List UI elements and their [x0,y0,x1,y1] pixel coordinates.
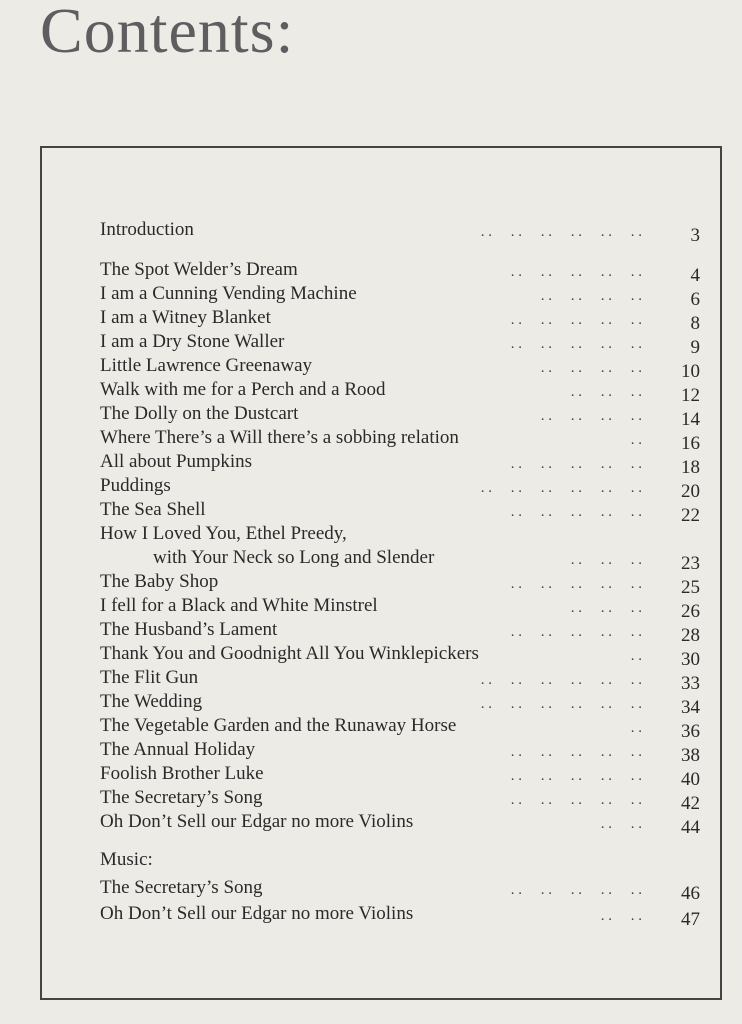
toc-entry-title: I am a Witney Blanket [100,307,271,328]
dot-leader: . . . . [600,908,642,924]
toc-entry [100,762,700,790]
toc-entry-title: The Husband’s Lament [100,619,278,640]
toc-entry [100,642,700,670]
toc-entry-page: 12 [681,385,700,406]
dot-leader: . . . . . . . . . . [510,264,642,280]
toc-entry-title: The Sea Shell [100,499,206,520]
dot-leader: . . [630,720,642,736]
dot-leader: . . . . . . . . . . . . [480,224,642,240]
toc-entry [100,570,700,598]
toc-entry-title: The Spot Welder’s Dream [100,259,298,280]
toc-entry-title: All about Pumpkins [100,451,253,472]
dot-leader: . . . . . . . . [540,288,642,304]
dot-leader: . . . . . . [570,384,642,400]
toc-entry-page: 4 [690,265,700,286]
toc-entry-title: The Secretary’s Song [100,787,263,808]
toc-entry-page: 33 [681,673,700,694]
toc-entry [100,218,700,246]
dot-leader: . . . . . . . . [540,360,642,376]
dot-leader: . . . . . . . . . . [510,336,642,352]
dot-leader: . . . . . . . . . . [510,744,642,760]
toc-entry-page: 23 [681,553,700,574]
toc-entry-title: with Your Neck so Long and Slender [153,547,435,568]
toc-entry [100,426,700,454]
toc-entry-page: 18 [681,457,700,478]
toc-entry-title: Where There’s a Will there’s a sobbing relation [100,427,459,448]
toc-entry-page: 9 [690,337,700,358]
dot-leader: . . . . [600,816,642,832]
toc-entry-page: 14 [681,409,700,430]
toc-entry [100,786,700,814]
dot-leader: . . . . . . . . . . [510,576,642,592]
dot-leader: . . [630,648,642,664]
toc-entry-title: I fell for a Black and White Minstrel [100,595,378,616]
toc-entry [100,474,700,502]
toc-entry-title: How I Loved You, Ethel Preedy, [100,523,347,544]
toc-entry-page: 44 [681,817,700,838]
toc-entry-page: 16 [681,433,700,454]
toc-entry [100,282,700,310]
toc-entry-title: The Dolly on the Dustcart [100,403,299,424]
toc-entry [100,498,700,526]
toc-entry-page: 20 [681,481,700,502]
toc-entry-page: 42 [681,793,700,814]
toc-entry [100,402,700,430]
toc-entry [100,714,700,742]
dot-leader: . . . . . . . . . . [510,882,642,898]
music-entry-page: 46 [681,883,700,904]
toc-entry-title: Oh Don’t Sell our Edgar no more Violins [100,811,414,832]
toc-entry-page: 22 [681,505,700,526]
contents-frame [40,146,722,1000]
toc-entry-page: 8 [690,313,700,334]
dot-leader: . . . . . . . . . . [510,792,642,808]
toc-entry [100,810,700,838]
toc-entry [100,258,700,286]
music-entry-title: Oh Don’t Sell our Edgar no more Violins [100,903,414,924]
toc-entry-title: The Wedding [100,691,203,712]
toc-entry-title: Thank You and Goodnight All You Winklepickers [100,643,479,664]
dot-leader: . . . . . . . . . . [510,768,642,784]
dot-leader: . . . . . . [570,552,642,568]
toc-entry-title: The Annual Holiday [100,739,256,760]
toc-entry-page: 36 [681,721,700,742]
toc-entry-title: The Vegetable Garden and the Runaway Horse [100,715,457,736]
toc-entry [100,618,700,646]
toc-entry-title: The Baby Shop [100,571,219,592]
toc-entry-page: 40 [681,769,700,790]
toc-entry-page: 3 [690,225,700,246]
toc-entry-page: 10 [681,361,700,382]
toc-entry-title: Walk with me for a Perch and a Rood [100,379,386,400]
toc-entry-title: Introduction [100,219,194,240]
toc-entry-title: Little Lawrence Greenaway [100,355,313,376]
music-entry [100,902,700,930]
dot-leader: . . . . . . [570,600,642,616]
toc-entry-title: Foolish Brother Luke [100,763,264,784]
dot-leader: . . . . . . . . . . [510,312,642,328]
toc-entry-page: 28 [681,625,700,646]
toc-entry [100,738,700,766]
toc-entry-page: 38 [681,745,700,766]
toc-entry [100,690,700,718]
toc-entry [100,306,700,334]
toc-entry-page: 25 [681,577,700,598]
dot-leader: . . . . . . . . [540,408,642,424]
dot-leader: . . . . . . . . . . . . [480,480,642,496]
toc-entry [100,450,700,478]
toc-entry [100,546,700,574]
dot-leader: . . . . . . . . . . . . [480,696,642,712]
toc-entry [100,354,700,382]
toc-entry-page: 30 [681,649,700,670]
music-section-heading: Music: [100,849,153,870]
dot-leader: . . [630,432,642,448]
toc-entry-page: 6 [690,289,700,310]
toc-entry-page: 34 [681,697,700,718]
music-entry-page: 47 [681,909,700,930]
toc-entry-title: The Flit Gun [100,667,199,688]
toc-entry-title: I am a Cunning Vending Machine [100,283,357,304]
toc-entry-title: I am a Dry Stone Waller [100,331,285,352]
toc-entry [100,378,700,406]
music-entry-title: The Secretary’s Song [100,877,263,898]
toc-entry-title: Puddings [100,475,171,496]
dot-leader: . . . . . . . . . . [510,624,642,640]
toc-entry [100,594,700,622]
dot-leader: . . . . . . . . . . [510,456,642,472]
toc-entry [100,330,700,358]
page-title: Contents: [40,0,295,66]
toc-entry [100,522,700,546]
toc-entry [100,666,700,694]
music-entry [100,876,700,904]
toc-entry-page: 26 [681,601,700,622]
dot-leader: . . . . . . . . . . [510,504,642,520]
dot-leader: . . . . . . . . . . . . [480,672,642,688]
